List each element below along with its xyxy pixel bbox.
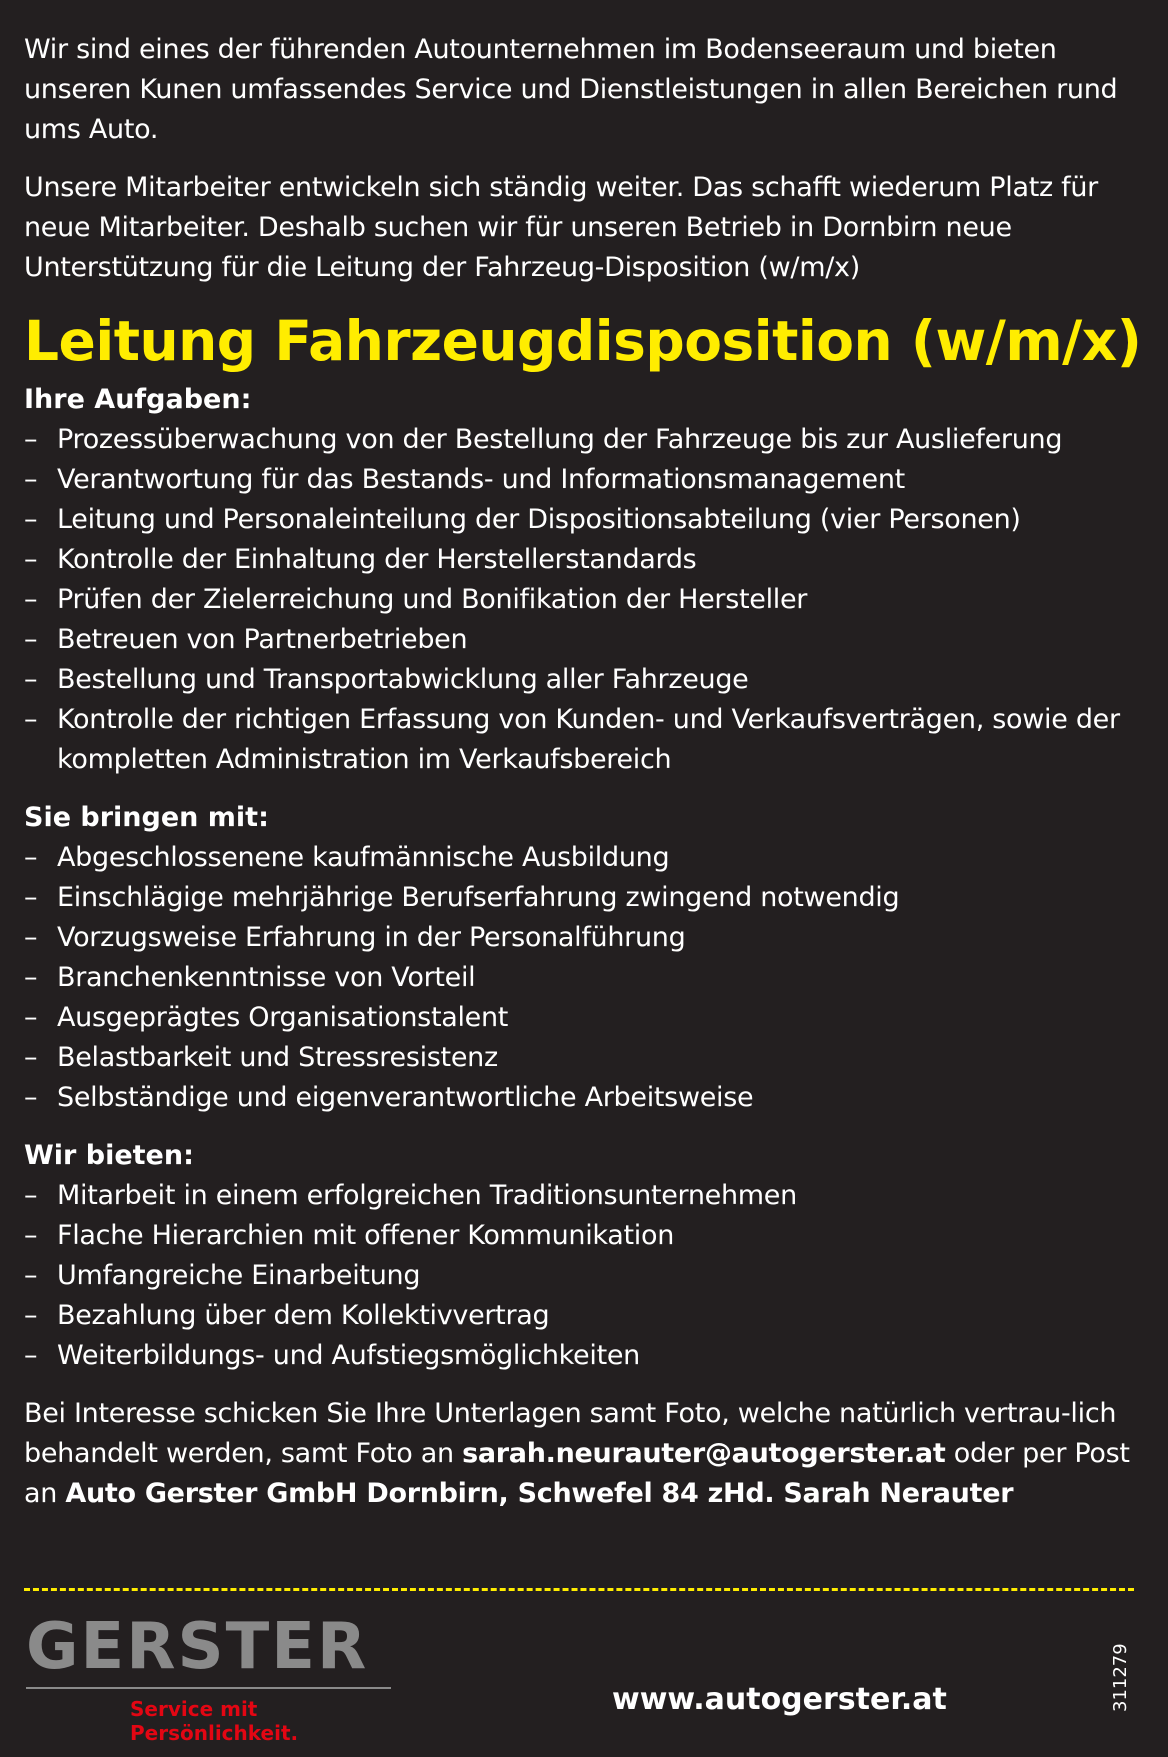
job-ad — [24, 30, 1144, 1514]
logo-wordmark: GERSTER — [26, 1610, 369, 1684]
list-item — [24, 460, 1144, 500]
intro-paragraph-2: Unsere Mitarbeiter entwickeln sich ständig weiter. Das schafft wiederum Platz für neue Mitarbeiter. Deshalb suchen wir für unseren Betrieb in Dornbirn neue Unterstützung für die Leitung der Fahrzeug-Disposition (w/m/x) — [24, 172, 1098, 283]
list-item-text: Einschlägige mehrjährige Berufserfahrung zwingend notwendig — [57, 882, 900, 913]
list-item-text: Bezahlung über dem Kollektivvertrag — [57, 1300, 550, 1331]
list-item-text: Selbständige und eigenverantwortliche Arbeitsweise — [57, 1082, 754, 1113]
list-item — [24, 1038, 1144, 1078]
dash-bullet: – — [24, 1260, 38, 1291]
dash-bullet: – — [24, 882, 38, 913]
list-item — [24, 1216, 1144, 1256]
list-item — [24, 1296, 1144, 1336]
dash-bullet: – — [24, 504, 38, 535]
reference-number: 311279 — [1110, 1643, 1131, 1712]
contact-text-1: Bei Interesse schicken Sie Ihre Unterlagen samt Foto, welche natürlich vertrau-lich behandelt werden, samt Foto an — [24, 1398, 1117, 1469]
list-item — [24, 838, 1144, 878]
dash-bullet: – — [24, 1220, 38, 1251]
list-item — [24, 420, 1144, 460]
dash-bullet: – — [24, 1300, 38, 1331]
list-item — [24, 540, 1144, 580]
list-item — [24, 620, 1144, 660]
dash-bullet: – — [24, 424, 38, 455]
dash-bullet: – — [24, 962, 38, 993]
list-item-text: Abgeschlossenene kaufmännische Ausbildung — [57, 842, 670, 873]
list-bringen — [24, 838, 1144, 1118]
list-item-text: Umfangreiche Einarbeitung — [57, 1260, 421, 1291]
list-item — [24, 700, 1144, 780]
list-item — [24, 918, 1144, 958]
list-item — [24, 998, 1144, 1038]
list-bieten — [24, 1176, 1144, 1376]
list-item-text: Leitung und Personaleinteilung der Dispositionsabteilung (vier Personen) — [57, 504, 1021, 535]
list-item-text: Weiterbildungs- und Aufstiegsmöglichkeiten — [57, 1340, 640, 1371]
dash-bullet: – — [24, 1340, 38, 1371]
list-item — [24, 660, 1144, 700]
contact-address: Auto Gerster GmbH Dornbirn, Schwefel 84 zHd. Sarah Nerauter — [65, 1478, 1014, 1509]
list-item-text: Prozessüberwachung von der Bestellung der Fahrzeuge bis zur Auslieferung — [57, 424, 1063, 455]
list-item-text: Kontrolle der richtigen Erfassung von Kunden- und Verkaufsverträgen, sowie der kompletten Administration im Verkaufsbereich — [57, 704, 1120, 775]
section-title-bieten: Wir bieten: — [24, 1140, 194, 1171]
dash-bullet: – — [24, 842, 38, 873]
list-item-text: Belastbarkeit und Stressresistenz — [57, 1042, 498, 1073]
dash-bullet: – — [24, 464, 38, 495]
contact-email[interactable]: sarah.neurauter@autogerster.at — [462, 1438, 946, 1469]
list-item-text: Ausgeprägtes Organisationstalent — [57, 1002, 509, 1033]
list-item-text: Flache Hierarchien mit offener Kommunikation — [57, 1220, 675, 1251]
list-item-text: Prüfen der Zielerreichung und Bonifikation der Hersteller — [57, 584, 808, 615]
list-item — [24, 878, 1144, 918]
logo-underline — [26, 1687, 391, 1689]
dash-bullet: – — [24, 544, 38, 575]
intro-paragraph-1: Wir sind eines der führenden Autounternehmen im Bodenseeraum und bieten unseren Kunen umfassendes Service und Dienstleistungen in allen Bereichen rund ums Auto. — [24, 34, 1118, 145]
dash-bullet: – — [24, 704, 38, 735]
dash-bullet: – — [24, 624, 38, 655]
dash-bullet: – — [24, 1042, 38, 1073]
list-item-text: Vorzugsweise Erfahrung in der Personalführung — [57, 922, 686, 953]
dash-bullet: – — [24, 1002, 38, 1033]
list-item-text: Kontrolle der Einhaltung der Herstellerstandards — [57, 544, 697, 575]
list-item — [24, 1336, 1144, 1376]
logo-slogan: Service mit Persönlichkeit. — [130, 1697, 299, 1745]
contact-paragraph — [24, 1394, 1144, 1514]
list-item — [24, 958, 1144, 998]
dash-bullet: – — [24, 664, 38, 695]
list-aufgaben — [24, 420, 1144, 780]
list-item — [24, 580, 1144, 620]
website-link[interactable]: www.autogerster.at — [612, 1682, 947, 1717]
section-title-bringen: Sie bringen mit: — [24, 802, 269, 833]
list-item — [24, 1078, 1144, 1118]
gerster-logo — [26, 1610, 391, 1745]
contact-text-2: oder per Post an — [24, 1438, 1130, 1509]
list-item-text: Bestellung und Transportabwicklung aller Fahrzeuge — [57, 664, 749, 695]
list-item-text: Verantwortung für das Bestands- und Informationsmanagement — [57, 464, 905, 495]
list-item-text: Mitarbeit in einem erfolgreichen Traditionsunternehmen — [57, 1180, 797, 1211]
dashed-divider — [24, 1588, 1134, 1591]
job-title: Leitung Fahrzeugdisposition (w/m/x) — [24, 309, 1142, 373]
list-item-text: Branchenkenntnisse von Vorteil — [57, 962, 476, 993]
list-item — [24, 1176, 1144, 1216]
dash-bullet: – — [24, 922, 38, 953]
list-item — [24, 1256, 1144, 1296]
section-title-aufgaben: Ihre Aufgaben: — [24, 384, 252, 415]
list-item-text: Betreuen von Partnerbetrieben — [57, 624, 468, 655]
dash-bullet: – — [24, 1180, 38, 1211]
dash-bullet: – — [24, 1082, 38, 1113]
list-item — [24, 500, 1144, 540]
dash-bullet: – — [24, 584, 38, 615]
